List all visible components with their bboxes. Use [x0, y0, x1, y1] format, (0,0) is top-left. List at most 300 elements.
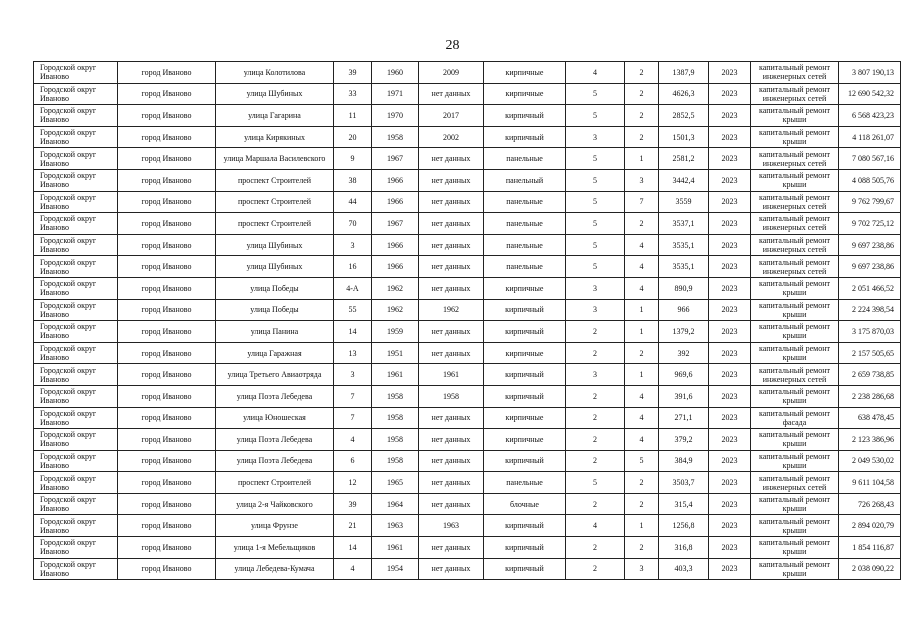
floors-cell: 5 [566, 472, 625, 494]
year-built-cell: 1963 [372, 515, 419, 537]
plan-year-cell: 2023 [709, 537, 751, 559]
plan-year-cell: 2023 [709, 148, 751, 170]
table-row [34, 83, 901, 105]
last-overhaul-cell: 1961 [419, 364, 484, 386]
floors-cell: 5 [566, 213, 625, 235]
street-cell: улица Победы [216, 277, 334, 299]
wall-material-cell: кирпичный [484, 321, 566, 343]
year-built-cell: 1970 [372, 105, 419, 127]
work-type-cell: капитальный ремонт крыши [751, 558, 839, 580]
plan-year-cell: 2023 [709, 515, 751, 537]
cost-cell: 12 690 542,32 [839, 83, 901, 105]
municipality-cell: Городской округ Иваново [34, 234, 118, 256]
street-cell: улица Третьего Авиаотряда [216, 364, 334, 386]
wall-material-cell: панельные [484, 472, 566, 494]
plan-year-cell: 2023 [709, 493, 751, 515]
last-overhaul-cell: 2009 [419, 62, 484, 84]
house-number-cell: 33 [334, 83, 372, 105]
table-row [34, 537, 901, 559]
house-number-cell: 21 [334, 515, 372, 537]
municipality-cell: Городской округ Иваново [34, 62, 118, 84]
cost-cell: 2 051 466,52 [839, 277, 901, 299]
table-row [34, 105, 901, 127]
street-cell: улица Юношеская [216, 407, 334, 429]
plan-year-cell: 2023 [709, 83, 751, 105]
municipality-cell: Городской округ Иваново [34, 191, 118, 213]
last-overhaul-cell: нет данных [419, 256, 484, 278]
work-type-cell: капитальный ремонт крыши [751, 385, 839, 407]
work-type-cell: капитальный ремонт крыши [751, 169, 839, 191]
entrances-cell: 2 [625, 342, 659, 364]
year-built-cell: 1971 [372, 83, 419, 105]
area-cell: 3503,7 [659, 472, 709, 494]
work-type-cell: капитальный ремонт крыши [751, 493, 839, 515]
last-overhaul-cell: нет данных [419, 450, 484, 472]
settlement-cell: город Иваново [118, 364, 216, 386]
plan-year-cell: 2023 [709, 385, 751, 407]
table-row [34, 213, 901, 235]
table-row [34, 191, 901, 213]
house-number-cell: 7 [334, 407, 372, 429]
year-built-cell: 1959 [372, 321, 419, 343]
table-row [34, 169, 901, 191]
entrances-cell: 7 [625, 191, 659, 213]
entrances-cell: 4 [625, 429, 659, 451]
year-built-cell: 1958 [372, 407, 419, 429]
last-overhaul-cell: нет данных [419, 83, 484, 105]
cost-cell: 2 123 386,96 [839, 429, 901, 451]
area-cell: 3537,1 [659, 213, 709, 235]
year-built-cell: 1966 [372, 234, 419, 256]
table-row [34, 126, 901, 148]
work-type-cell: капитальный ремонт крыши [751, 105, 839, 127]
cost-cell: 2 049 530,02 [839, 450, 901, 472]
last-overhaul-cell: нет данных [419, 472, 484, 494]
street-cell: улица Шубиных [216, 83, 334, 105]
house-number-cell: 38 [334, 169, 372, 191]
wall-material-cell: кирпичный [484, 299, 566, 321]
area-cell: 3535,1 [659, 234, 709, 256]
street-cell: улица Панина [216, 321, 334, 343]
floors-cell: 5 [566, 148, 625, 170]
year-built-cell: 1962 [372, 299, 419, 321]
wall-material-cell: панельные [484, 148, 566, 170]
municipality-cell: Городской округ Иваново [34, 558, 118, 580]
municipality-cell: Городской округ Иваново [34, 277, 118, 299]
plan-year-cell: 2023 [709, 191, 751, 213]
last-overhaul-cell: нет данных [419, 169, 484, 191]
house-number-cell: 9 [334, 148, 372, 170]
house-number-cell: 14 [334, 537, 372, 559]
street-cell: проспект Строителей [216, 472, 334, 494]
area-cell: 2581,2 [659, 148, 709, 170]
wall-material-cell: панельные [484, 256, 566, 278]
area-cell: 2852,5 [659, 105, 709, 127]
settlement-cell: город Иваново [118, 342, 216, 364]
cost-cell: 9 697 238,86 [839, 234, 901, 256]
street-cell: улица Поэта Лебедева [216, 429, 334, 451]
municipality-cell: Городской округ Иваново [34, 537, 118, 559]
cost-cell: 4 088 505,76 [839, 169, 901, 191]
municipality-cell: Городской округ Иваново [34, 364, 118, 386]
last-overhaul-cell: нет данных [419, 191, 484, 213]
street-cell: улица Кирякиных [216, 126, 334, 148]
entrances-cell: 2 [625, 105, 659, 127]
table-row [34, 515, 901, 537]
wall-material-cell: кирпичные [484, 407, 566, 429]
wall-material-cell: кирпичный [484, 364, 566, 386]
entrances-cell: 2 [625, 493, 659, 515]
area-cell: 1379,2 [659, 321, 709, 343]
house-number-cell: 6 [334, 450, 372, 472]
cost-cell: 1 854 116,87 [839, 537, 901, 559]
table-row [34, 299, 901, 321]
cost-cell: 7 080 567,16 [839, 148, 901, 170]
floors-cell: 5 [566, 256, 625, 278]
settlement-cell: город Иваново [118, 472, 216, 494]
street-cell: улица Лебедева-Кумача [216, 558, 334, 580]
street-cell: улица Маршала Василевского [216, 148, 334, 170]
entrances-cell: 4 [625, 256, 659, 278]
area-cell: 391,6 [659, 385, 709, 407]
work-type-cell: капитальный ремонт крыши [751, 321, 839, 343]
year-built-cell: 1961 [372, 537, 419, 559]
house-number-cell: 4 [334, 558, 372, 580]
table-row [34, 342, 901, 364]
area-cell: 3535,1 [659, 256, 709, 278]
wall-material-cell: панельные [484, 234, 566, 256]
cost-cell: 3 807 190,13 [839, 62, 901, 84]
work-type-cell: капитальный ремонт крыши [751, 299, 839, 321]
wall-material-cell: кирпичный [484, 105, 566, 127]
entrances-cell: 4 [625, 234, 659, 256]
year-built-cell: 1966 [372, 256, 419, 278]
table-row [34, 364, 901, 386]
settlement-cell: город Иваново [118, 83, 216, 105]
year-built-cell: 1958 [372, 450, 419, 472]
year-built-cell: 1951 [372, 342, 419, 364]
entrances-cell: 2 [625, 126, 659, 148]
table-row [34, 558, 901, 580]
area-cell: 966 [659, 299, 709, 321]
cost-cell: 638 478,45 [839, 407, 901, 429]
house-number-cell: 7 [334, 385, 372, 407]
wall-material-cell: панельный [484, 169, 566, 191]
municipality-cell: Городской округ Иваново [34, 450, 118, 472]
municipality-cell: Городской округ Иваново [34, 83, 118, 105]
floors-cell: 2 [566, 493, 625, 515]
last-overhaul-cell: 2017 [419, 105, 484, 127]
year-built-cell: 1964 [372, 493, 419, 515]
street-cell: улица Колотилова [216, 62, 334, 84]
plan-year-cell: 2023 [709, 213, 751, 235]
table-row [34, 385, 901, 407]
floors-cell: 3 [566, 299, 625, 321]
plan-year-cell: 2023 [709, 321, 751, 343]
area-cell: 315,4 [659, 493, 709, 515]
area-cell: 969,6 [659, 364, 709, 386]
plan-year-cell: 2023 [709, 234, 751, 256]
work-type-cell: капитальный ремонт инженерных сетей [751, 191, 839, 213]
table-row [34, 234, 901, 256]
floors-cell: 3 [566, 126, 625, 148]
work-type-cell: капитальный ремонт крыши [751, 537, 839, 559]
entrances-cell: 2 [625, 472, 659, 494]
work-type-cell: капитальный ремонт инженерных сетей [751, 62, 839, 84]
table-row [34, 429, 901, 451]
street-cell: улица 1-я Мебельщиков [216, 537, 334, 559]
wall-material-cell: кирпичный [484, 450, 566, 472]
last-overhaul-cell: 2002 [419, 126, 484, 148]
house-number-cell: 12 [334, 472, 372, 494]
plan-year-cell: 2023 [709, 105, 751, 127]
table-body [34, 62, 901, 580]
municipality-cell: Городской округ Иваново [34, 256, 118, 278]
municipality-cell: Городской округ Иваново [34, 169, 118, 191]
year-built-cell: 1967 [372, 213, 419, 235]
wall-material-cell: кирпичные [484, 342, 566, 364]
year-built-cell: 1958 [372, 126, 419, 148]
plan-year-cell: 2023 [709, 62, 751, 84]
municipality-cell: Городской округ Иваново [34, 493, 118, 515]
work-type-cell: капитальный ремонт инженерных сетей [751, 364, 839, 386]
entrances-cell: 4 [625, 407, 659, 429]
entrances-cell: 2 [625, 213, 659, 235]
work-type-cell: капитальный ремонт инженерных сетей [751, 472, 839, 494]
table-row [34, 62, 901, 84]
last-overhaul-cell: нет данных [419, 429, 484, 451]
last-overhaul-cell: нет данных [419, 537, 484, 559]
area-cell: 392 [659, 342, 709, 364]
cost-cell: 9 697 238,86 [839, 256, 901, 278]
year-built-cell: 1954 [372, 558, 419, 580]
floors-cell: 2 [566, 537, 625, 559]
work-type-cell: капитальный ремонт крыши [751, 126, 839, 148]
last-overhaul-cell: нет данных [419, 407, 484, 429]
plan-year-cell: 2023 [709, 472, 751, 494]
wall-material-cell: панельные [484, 191, 566, 213]
work-type-cell: капитальный ремонт крыши [751, 515, 839, 537]
settlement-cell: город Иваново [118, 515, 216, 537]
last-overhaul-cell: нет данных [419, 558, 484, 580]
year-built-cell: 1960 [372, 62, 419, 84]
last-overhaul-cell: нет данных [419, 493, 484, 515]
entrances-cell: 5 [625, 450, 659, 472]
plan-year-cell: 2023 [709, 364, 751, 386]
table-row [34, 256, 901, 278]
street-cell: улица Шубиных [216, 234, 334, 256]
entrances-cell: 2 [625, 83, 659, 105]
municipality-cell: Городской округ Иваново [34, 407, 118, 429]
entrances-cell: 3 [625, 558, 659, 580]
area-cell: 3442,4 [659, 169, 709, 191]
street-cell: улица Поэта Лебедева [216, 385, 334, 407]
house-number-cell: 55 [334, 299, 372, 321]
settlement-cell: город Иваново [118, 537, 216, 559]
entrances-cell: 4 [625, 385, 659, 407]
floors-cell: 2 [566, 385, 625, 407]
house-number-cell: 3 [334, 234, 372, 256]
wall-material-cell: кирпичный [484, 385, 566, 407]
settlement-cell: город Иваново [118, 407, 216, 429]
wall-material-cell: кирпичные [484, 277, 566, 299]
last-overhaul-cell: 1958 [419, 385, 484, 407]
cost-cell: 6 568 423,23 [839, 105, 901, 127]
settlement-cell: город Иваново [118, 429, 216, 451]
settlement-cell: город Иваново [118, 105, 216, 127]
wall-material-cell: кирпичный [484, 126, 566, 148]
wall-material-cell: кирпичные [484, 83, 566, 105]
year-built-cell: 1958 [372, 429, 419, 451]
floors-cell: 2 [566, 429, 625, 451]
street-cell: улица Шубиных [216, 256, 334, 278]
entrances-cell: 1 [625, 148, 659, 170]
area-cell: 1256,8 [659, 515, 709, 537]
last-overhaul-cell: нет данных [419, 342, 484, 364]
table-row [34, 493, 901, 515]
street-cell: улица Фрунзе [216, 515, 334, 537]
area-cell: 3559 [659, 191, 709, 213]
wall-material-cell: кирпичные [484, 429, 566, 451]
cost-cell: 2 894 020,79 [839, 515, 901, 537]
area-cell: 1501,3 [659, 126, 709, 148]
wall-material-cell: кирпичный [484, 558, 566, 580]
cost-cell: 9 702 725,12 [839, 213, 901, 235]
plan-year-cell: 2023 [709, 256, 751, 278]
municipality-cell: Городской округ Иваново [34, 515, 118, 537]
municipality-cell: Городской округ Иваново [34, 299, 118, 321]
area-cell: 316,8 [659, 537, 709, 559]
floors-cell: 5 [566, 105, 625, 127]
cost-cell: 2 224 398,54 [839, 299, 901, 321]
year-built-cell: 1962 [372, 277, 419, 299]
entrances-cell: 3 [625, 169, 659, 191]
area-cell: 1387,9 [659, 62, 709, 84]
house-number-cell: 44 [334, 191, 372, 213]
entrances-cell: 1 [625, 321, 659, 343]
housing-registry-table [33, 61, 901, 580]
house-number-cell: 16 [334, 256, 372, 278]
plan-year-cell: 2023 [709, 169, 751, 191]
settlement-cell: город Иваново [118, 191, 216, 213]
table-row [34, 472, 901, 494]
area-cell: 4626,3 [659, 83, 709, 105]
work-type-cell: капитальный ремонт крыши [751, 277, 839, 299]
last-overhaul-cell: 1962 [419, 299, 484, 321]
year-built-cell: 1966 [372, 191, 419, 213]
plan-year-cell: 2023 [709, 342, 751, 364]
cost-cell: 2 157 505,65 [839, 342, 901, 364]
table-row [34, 148, 901, 170]
last-overhaul-cell: нет данных [419, 321, 484, 343]
municipality-cell: Городской округ Иваново [34, 342, 118, 364]
area-cell: 384,9 [659, 450, 709, 472]
street-cell: улица Гаражная [216, 342, 334, 364]
table-row [34, 277, 901, 299]
house-number-cell: 4-А [334, 277, 372, 299]
floors-cell: 5 [566, 191, 625, 213]
cost-cell: 9 611 104,58 [839, 472, 901, 494]
entrances-cell: 1 [625, 299, 659, 321]
wall-material-cell: кирпичный [484, 515, 566, 537]
settlement-cell: город Иваново [118, 558, 216, 580]
settlement-cell: город Иваново [118, 148, 216, 170]
street-cell: проспект Строителей [216, 169, 334, 191]
plan-year-cell: 2023 [709, 277, 751, 299]
floors-cell: 3 [566, 364, 625, 386]
municipality-cell: Городской округ Иваново [34, 126, 118, 148]
plan-year-cell: 2023 [709, 558, 751, 580]
house-number-cell: 11 [334, 105, 372, 127]
table-row [34, 450, 901, 472]
house-number-cell: 13 [334, 342, 372, 364]
area-cell: 379,2 [659, 429, 709, 451]
floors-cell: 5 [566, 234, 625, 256]
floors-cell: 4 [566, 62, 625, 84]
municipality-cell: Городской округ Иваново [34, 148, 118, 170]
plan-year-cell: 2023 [709, 299, 751, 321]
plan-year-cell: 2023 [709, 429, 751, 451]
municipality-cell: Городской округ Иваново [34, 472, 118, 494]
floors-cell: 5 [566, 83, 625, 105]
work-type-cell: капитальный ремонт инженерных сетей [751, 83, 839, 105]
work-type-cell: капитальный ремонт инженерных сетей [751, 256, 839, 278]
plan-year-cell: 2023 [709, 126, 751, 148]
cost-cell: 2 038 090,22 [839, 558, 901, 580]
wall-material-cell: блочные [484, 493, 566, 515]
settlement-cell: город Иваново [118, 277, 216, 299]
settlement-cell: город Иваново [118, 493, 216, 515]
street-cell: улица Поэта Лебедева [216, 450, 334, 472]
last-overhaul-cell: нет данных [419, 234, 484, 256]
work-type-cell: капитальный ремонт фасада [751, 407, 839, 429]
wall-material-cell: кирпичные [484, 62, 566, 84]
street-cell: улица Гагарина [216, 105, 334, 127]
floors-cell: 2 [566, 321, 625, 343]
plan-year-cell: 2023 [709, 407, 751, 429]
house-number-cell: 20 [334, 126, 372, 148]
cost-cell: 3 175 870,03 [839, 321, 901, 343]
last-overhaul-cell: 1963 [419, 515, 484, 537]
work-type-cell: капитальный ремонт инженерных сетей [751, 213, 839, 235]
entrances-cell: 2 [625, 62, 659, 84]
house-number-cell: 3 [334, 364, 372, 386]
work-type-cell: капитальный ремонт инженерных сетей [751, 148, 839, 170]
floors-cell: 2 [566, 450, 625, 472]
floors-cell: 4 [566, 515, 625, 537]
area-cell: 271,1 [659, 407, 709, 429]
house-number-cell: 14 [334, 321, 372, 343]
table-row [34, 407, 901, 429]
cost-cell: 2 659 738,85 [839, 364, 901, 386]
area-cell: 403,3 [659, 558, 709, 580]
table-row [34, 321, 901, 343]
municipality-cell: Городской округ Иваново [34, 105, 118, 127]
floors-cell: 2 [566, 558, 625, 580]
year-built-cell: 1967 [372, 148, 419, 170]
entrances-cell: 2 [625, 537, 659, 559]
street-cell: улица 2-я Чайковского [216, 493, 334, 515]
street-cell: проспект Строителей [216, 213, 334, 235]
floors-cell: 2 [566, 407, 625, 429]
floors-cell: 3 [566, 277, 625, 299]
municipality-cell: Городской округ Иваново [34, 385, 118, 407]
municipality-cell: Городской округ Иваново [34, 429, 118, 451]
floors-cell: 5 [566, 169, 625, 191]
municipality-cell: Городской округ Иваново [34, 213, 118, 235]
work-type-cell: капитальный ремонт крыши [751, 450, 839, 472]
settlement-cell: город Иваново [118, 450, 216, 472]
